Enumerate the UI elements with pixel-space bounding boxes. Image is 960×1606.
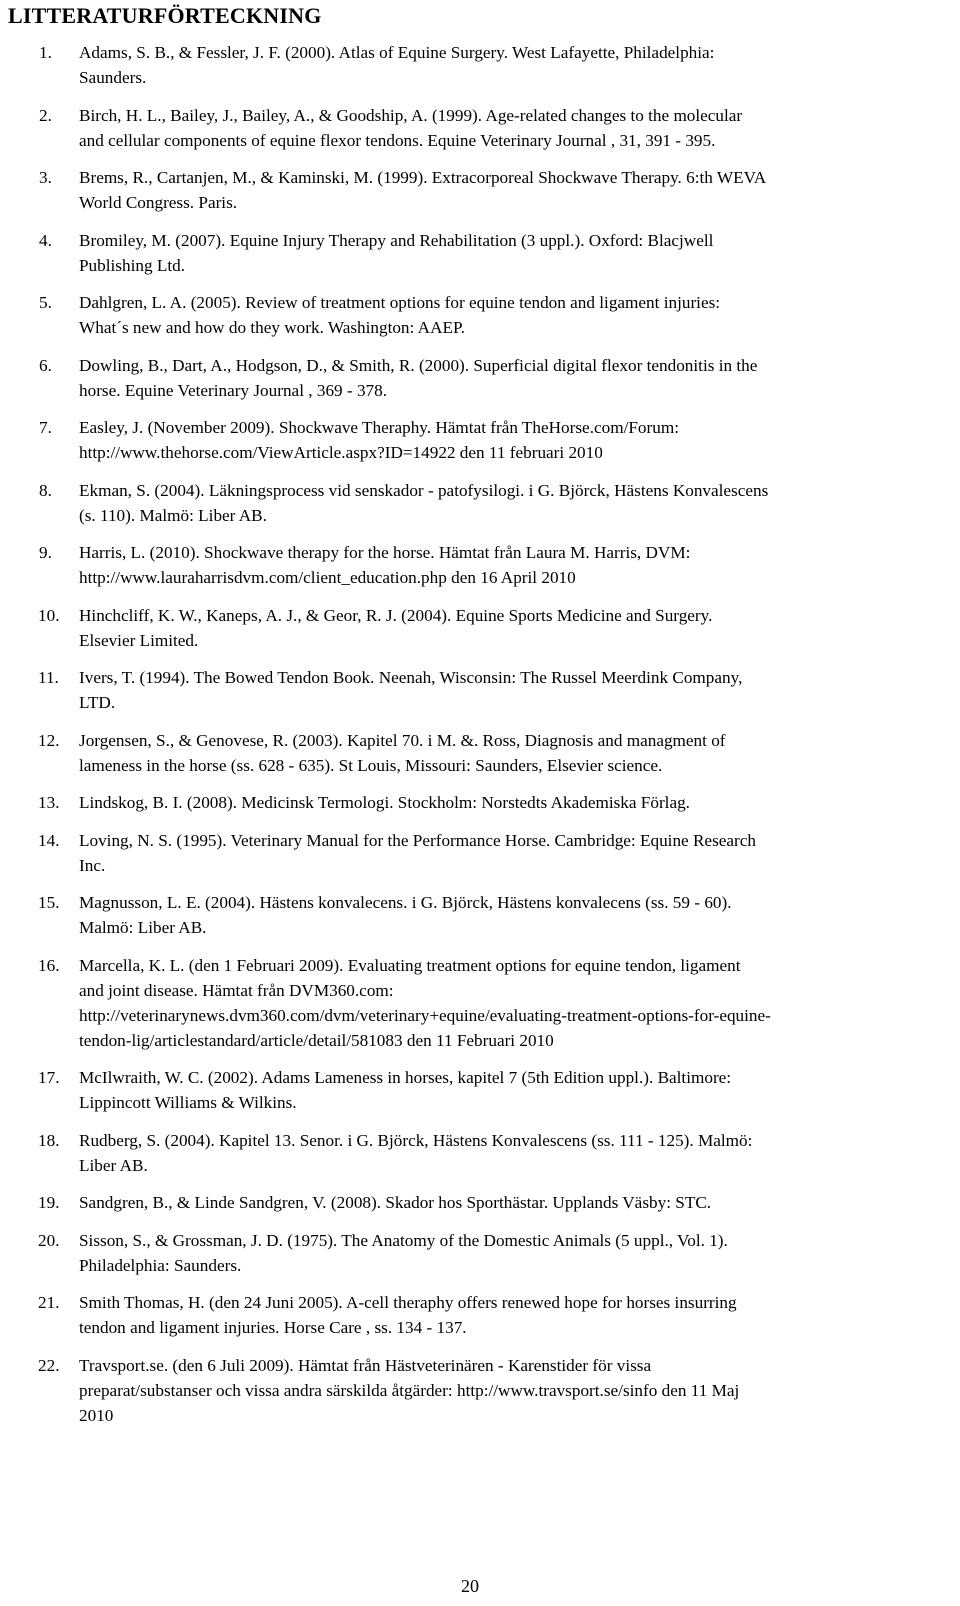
reference-text: Harris, L. (2010). Shockwave therapy for the horse. Hämtat från Laura M. Harris, DVM: http://www.lauraharrisdvm.com/client_education.php den 16 April 2010	[79, 543, 691, 587]
reference-text: Lindskog, B. I. (2008). Medicinsk Termologi. Stockholm: Norstedts Akademiska Förlag.	[79, 793, 690, 812]
reference-text: Sandgren, B., & Linde Sandgren, V. (2008). Skador hos Sporthästar. Upplands Väsby: STC.	[79, 1193, 712, 1212]
reference-item	[0, 40, 950, 90]
reference-item	[0, 953, 950, 1053]
reference-item	[0, 1353, 950, 1428]
reference-number: 19.	[38, 1193, 60, 1212]
reference-number: 6.	[39, 355, 52, 375]
reference-item	[0, 478, 950, 528]
reference-item	[0, 103, 950, 153]
reference-text: Jorgensen, S., & Genovese, R. (2003). Kapitel 70. i M. &. Ross, Diagnosis and managment of lameness in the horse (ss. 628 - 635). St Louis, Missouri: Saunders, Elsevier science.	[79, 730, 726, 775]
page-title: LITTERATURFÖRTECKNING	[8, 3, 322, 28]
reference-number: 8.	[39, 480, 52, 500]
reference-text: Bromiley, M. (2007). Equine Injury Therapy and Rehabilitation (3 uppl.). Oxford: Blacjwell Publishing Ltd.	[79, 230, 714, 275]
reference-number: 4.	[39, 230, 52, 250]
reference-number: 3.	[39, 168, 52, 187]
reference-text: Rudberg, S. (2004). Kapitel 13. Senor. i G. Björck, Hästens Konvalescens (ss. 111 - 125). Malmö: Liber AB.	[79, 1130, 753, 1175]
reference-number: 15.	[38, 893, 60, 912]
reference-number: 20.	[38, 1230, 60, 1250]
reference-number: 2.	[39, 105, 52, 125]
reference-number: 13.	[38, 793, 60, 812]
reference-item	[0, 353, 950, 403]
reference-item	[0, 1065, 950, 1115]
reference-text: Ekman, S. (2004). Läkningsprocess vid senskador - patofysilogi. i G. Björck, Hästens Konvalescens (s. 110). Malmö: Liber AB.	[79, 480, 769, 525]
reference-item	[0, 228, 950, 278]
reference-text: Hinchcliff, K. W., Kaneps, A. J., & Geor, R. J. (2004). Equine Sports Medicine and Surgery. Elsevier Limited.	[79, 605, 713, 650]
reference-number: 17.	[38, 1068, 60, 1087]
reference-item	[0, 1190, 950, 1215]
reference-number: 7.	[39, 418, 52, 437]
reference-text: Travsport.se. (den 6 Juli 2009). Hämtat från Hästveterinären - Karenstider för vissa preparat/substanser och vissa andra särskilda åtgärder: http://www.travsport.se/sinfo den 11 Maj 2010	[79, 1355, 740, 1425]
reference-text: Loving, N. S. (1995). Veterinary Manual for the Performance Horse. Cambridge: Equine Research Inc.	[79, 830, 756, 875]
reference-item	[0, 790, 950, 815]
reference-number: 5.	[39, 293, 52, 312]
reference-item	[0, 1128, 950, 1178]
reference-text: Ivers, T. (1994). The Bowed Tendon Book. Neenah, Wisconsin: The Russel Meerdink Company, LTD.	[79, 668, 743, 712]
reference-item	[0, 603, 950, 653]
reference-text: Dowling, B., Dart, A., Hodgson, D., & Smith, R. (2000). Superficial digital flexor tendonitis in the horse. Equine Veterinary Journal , 369 - 378.	[79, 355, 758, 400]
reference-item	[0, 1228, 950, 1278]
reference-number: 12.	[38, 730, 60, 750]
reference-item	[0, 890, 950, 940]
reference-text: Smith Thomas, H. (den 24 Juni 2005). A-cell theraphy offers renewed hope for horses insurring tendon and ligament injuries. Horse Care , ss. 134 - 137.	[79, 1293, 737, 1337]
reference-list	[0, 40, 950, 1440]
reference-item	[0, 728, 950, 778]
reference-number: 16.	[38, 955, 60, 975]
reference-text: Adams, S. B., & Fessler, J. F. (2000). Atlas of Equine Surgery. West Lafayette, Philadelphia: Saunders.	[79, 43, 715, 87]
reference-item	[0, 1290, 950, 1340]
reference-item	[0, 540, 950, 590]
reference-item	[0, 165, 950, 215]
reference-item	[0, 665, 950, 715]
reference-number: 14.	[38, 830, 60, 850]
reference-number: 9.	[39, 543, 52, 562]
page-number: 20	[461, 1576, 479, 1596]
reference-text: Brems, R., Cartanjen, M., & Kaminski, M. (1999). Extracorporeal Shockwave Therapy. 6:th WEVA World Congress. Paris.	[79, 168, 767, 212]
reference-text: McIlwraith, W. C. (2002). Adams Lameness in horses, kapitel 7 (5th Edition uppl.). Baltimore: Lippincott Williams & Wilkins.	[79, 1068, 732, 1112]
reference-number: 18.	[38, 1130, 60, 1150]
reference-item	[0, 828, 950, 878]
reference-text: Dahlgren, L. A. (2005). Review of treatment options for equine tendon and ligament injuries: What´s new and how do they work. Washington: AAEP.	[79, 293, 721, 337]
reference-item	[0, 290, 950, 340]
reference-number: 11.	[38, 668, 59, 687]
reference-number: 22.	[38, 1355, 60, 1375]
reference-text: Easley, J. (November 2009). Shockwave Theraphy. Hämtat från TheHorse.com/Forum: http://www.thehorse.com/ViewArticle.aspx?ID=14922 den 11 februari 2010	[79, 418, 679, 462]
reference-text: Birch, H. L., Bailey, J., Bailey, A., & Goodship, A. (1999). Age-related changes to the molecular and cellular components of equine flexor tendons. Equine Veterinary Journal , 31, 391 - 395.	[79, 105, 743, 150]
reference-number: 21.	[38, 1293, 60, 1312]
reference-text: Sisson, S., & Grossman, J. D. (1975). The Anatomy of the Domestic Animals (5 uppl., Vol. 1). Philadelphia: Saunders.	[79, 1230, 728, 1275]
reference-text: Marcella, K. L. (den 1 Februari 2009). Evaluating treatment options for equine tendon, ligament and joint disease. Hämtat från DVM360.com: http://veterinarynews.dvm360.com/dvm/veterinary+equine/evaluating-treatment-options-for-equine- tendon-lig/articlestandard/article/detail/581083 den 11 Februari 2010	[79, 955, 771, 1050]
reference-number: 1.	[39, 43, 52, 62]
reference-number: 10.	[38, 605, 60, 625]
reference-text: Magnusson, L. E. (2004). Hästens konvalecens. i G. Björck, Hästens konvalecens (ss. 59 - 60). Malmö: Liber AB.	[79, 893, 732, 937]
reference-item	[0, 415, 950, 465]
